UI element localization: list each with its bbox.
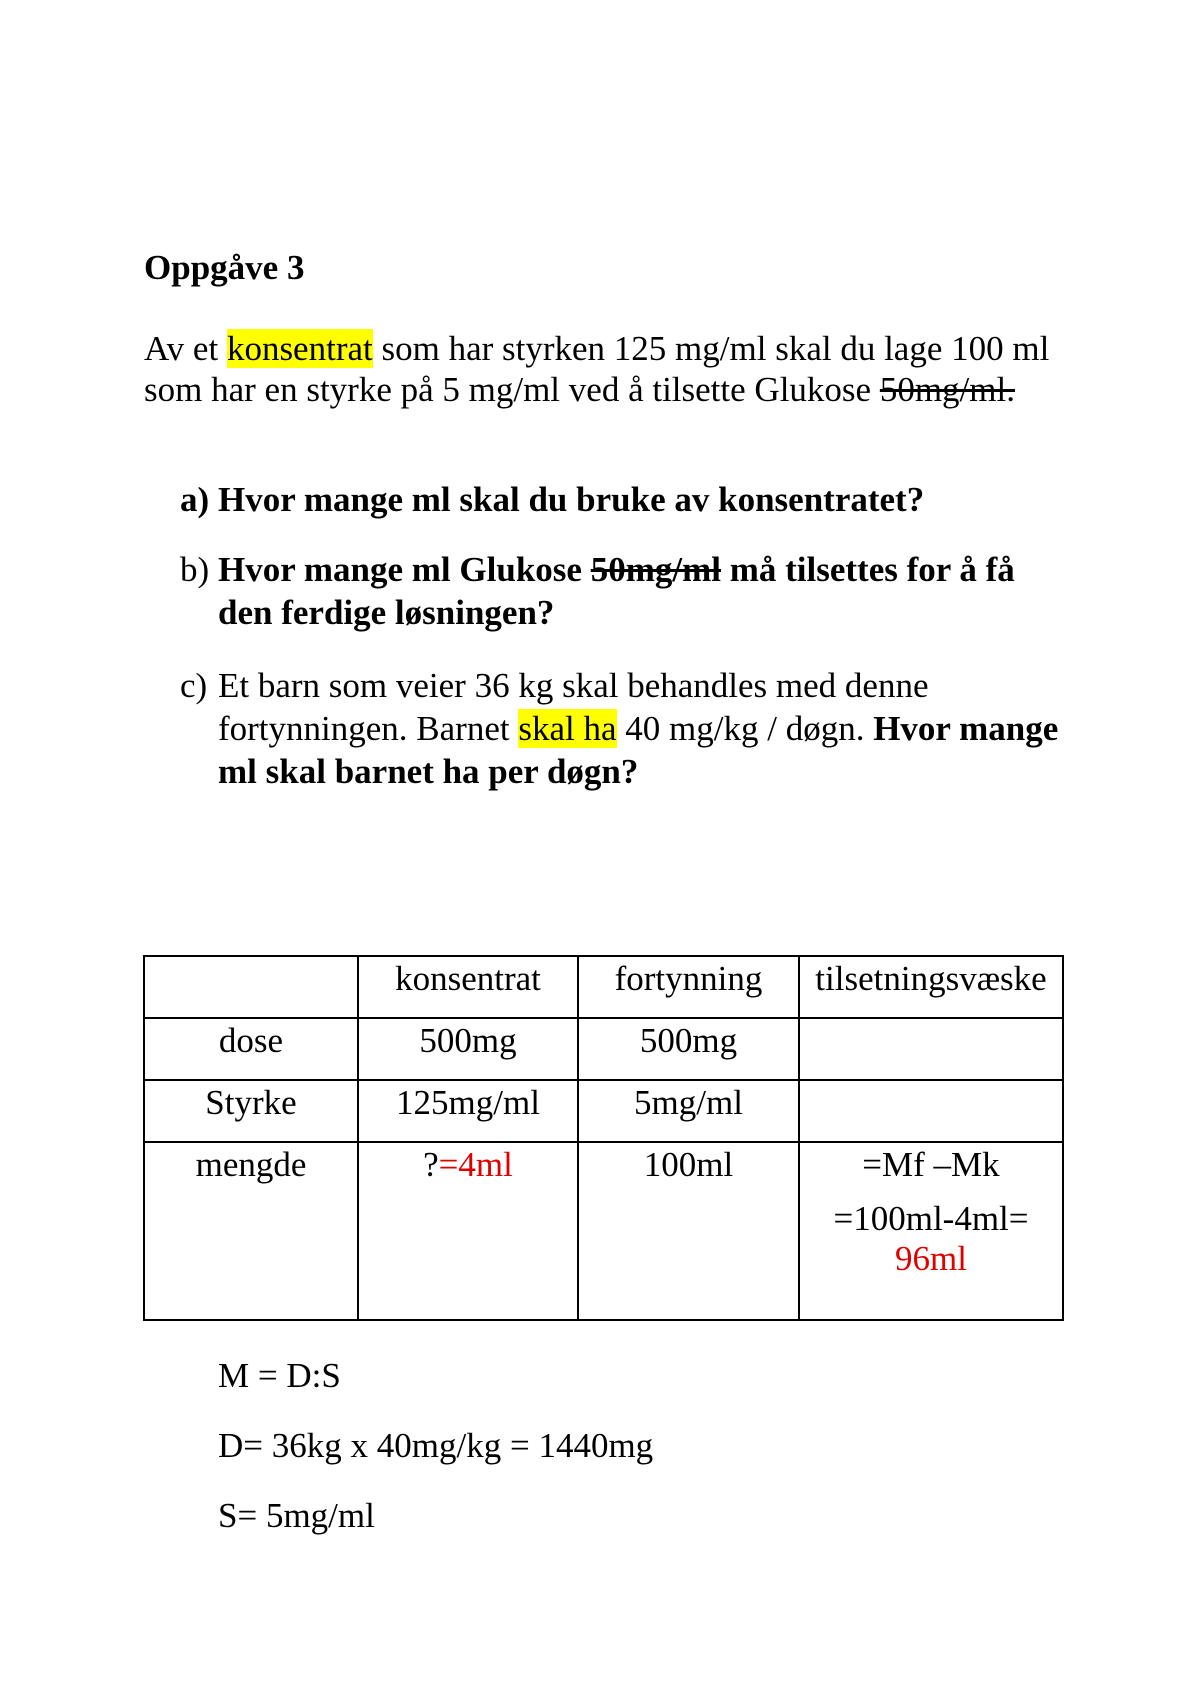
table-cell [799,1080,1063,1142]
table-cell: 500mg [358,1018,578,1080]
question-b [180,548,1060,634]
table-cell: 500mg [578,1018,799,1080]
question-b-text [180,548,1060,634]
table-header-cell [144,956,358,1018]
answer-tilsetning: 96ml [895,1239,967,1278]
question-c-letter: c) [180,666,208,705]
table-cell: mengde [144,1142,358,1320]
table-cell [799,1018,1063,1080]
question-a-letter: a) [180,480,210,519]
unknown-marker: ? [423,1145,439,1184]
answer-konsentrat: =4ml [438,1145,513,1184]
table-header-cell: fortynning [578,956,799,1018]
table-cell: Styrke [144,1080,358,1142]
question-b-text-2: må tilsettes for å få den ferdige løsningen? [218,550,1015,632]
question-c-text [180,664,1060,793]
table-cell: 125mg/ml [358,1080,578,1142]
highlighted-term: konsentrat [226,329,373,368]
question-b-struck: 50mg/ml [590,550,721,589]
question-a-text: Hvor mange ml skal du bruke av konsentratet? [218,480,925,519]
tilsetning-formula: =Mf –Mk [862,1145,1000,1184]
intro-text-1: Av et [144,329,227,368]
table-header-cell: tilsetningsvæske [799,956,1063,1018]
question-b-letter: b) [180,550,210,589]
formula-m: M = D:S [218,1356,341,1395]
intro-text-2: som har styrken 125 mg/ml skal du lage 100 ml som har en styrke på 5 mg/ml ved å tilsette Glukose [144,329,1050,409]
question-c-text-1: Et barn som veier 36 kg skal behandles med denne fortynningen. Barnet [218,666,929,748]
calculation-table [143,955,1064,1321]
table-cell: 5mg/ml [578,1080,799,1142]
question-c-bold: Hvor mange ml skal barnet ha per døgn? [218,709,1059,791]
table-header-row [144,956,1063,1018]
table-cell-tilsetning-mengde [799,1142,1063,1320]
question-c-text-2: 40 mg/kg / døgn. [616,709,874,748]
table-header-cell: konsentrat [358,956,578,1018]
formula-d: D= 36kg x 40mg/kg = 1440mg [218,1426,654,1465]
formula-s: S= 5mg/ml [218,1496,375,1535]
table-cell-konsentrat-mengde [358,1142,578,1320]
question-b-text-1: Hvor mange ml Glukose [218,550,591,589]
table-cell: dose [144,1018,358,1080]
table-cell: 100ml [578,1142,799,1320]
struck-text: 50mg/ml. [879,370,1015,409]
question-c-highlight: skal ha [518,709,617,748]
table-row-styrke [144,1080,1063,1142]
task-intro [144,328,1074,410]
question-c [180,664,1060,793]
table-row-mengde [144,1142,1063,1320]
question-a [180,478,1060,521]
tilsetning-calc: =100ml-4ml= [833,1199,1029,1238]
table-row-dose [144,1018,1063,1080]
task-heading: Oppgåve 3 [144,248,305,287]
